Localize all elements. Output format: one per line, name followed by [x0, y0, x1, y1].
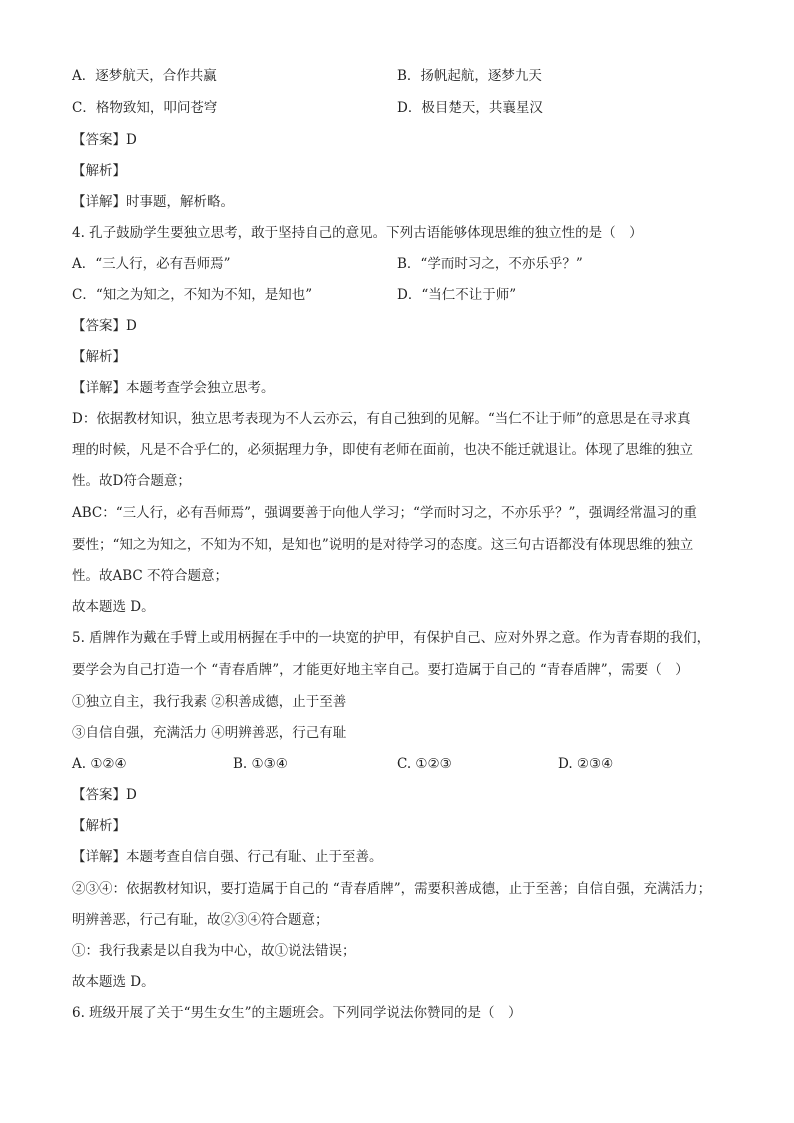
q4-detail-line: 要性；“知之为知之，不知为不知，是知也”说明的是对待学习的态度。这三句古语都没有体现思维的独立	[72, 537, 694, 553]
q4-option-a: A．“三人行，必有吾师焉”	[72, 256, 231, 272]
q4-option-d: D．“当仁不让于师”	[397, 287, 517, 303]
q4-detail-line: 故本题选 D。	[72, 599, 155, 615]
q4-option-b: B．“学而时习之，不亦乐乎？”	[397, 256, 583, 272]
q3-option-a: A．逐梦航天，合作共赢	[72, 68, 217, 84]
q4-detail-line: 性。故ABC 不符合题意；	[72, 568, 229, 584]
q5-detail-line: 故本题选 D。	[72, 974, 155, 990]
q4-answer: 【答案】D	[72, 318, 137, 334]
q3-option-d: D．极目楚天，共襄星汉	[397, 100, 543, 116]
q4-detail-line: ABC：“三人行，必有吾师焉”，强调要善于向他人学习；“学而时习之，不亦乐乎？”，强调经常温习的重	[72, 505, 697, 521]
q4-detail-line: 【详解】本题考查学会独立思考。	[72, 380, 275, 396]
q5-option-d: D. ②③④	[558, 756, 614, 772]
q4-detail-line: 性。故D符合题意；	[72, 473, 191, 489]
q4-stem: 4. 孔子鼓励学生要独立思考，敢于坚持自己的意见。下列古语能够体现思维的独立性的是（ ）	[72, 225, 643, 241]
q4-detail-line: 理的时候，凡是不合乎仁的，必须据理力争，即使有老师在面前，也决不能迁就退让。体现了思维的独立	[72, 442, 693, 458]
q5-detail-line: 明辨善恶，行己有耻，故②③④符合题意；	[72, 912, 329, 928]
q3-answer: 【答案】D	[72, 132, 137, 148]
q5-analysis-heading: 【解析】	[72, 818, 126, 834]
q3-analysis-heading: 【解析】	[72, 163, 126, 179]
q5-detail-line: 【详解】本题考查自信自强、行己有耻、止于至善。	[72, 849, 383, 865]
q5-detail-line: ②③④：依据教材知识，要打造属于自己的 “青春盾牌”，需要积善成德，止于至善；自信自强，充满活力；	[72, 881, 712, 897]
q4-option-c: C．“知之为知之，不知为不知，是知也”	[72, 287, 313, 303]
q4-analysis-heading: 【解析】	[72, 349, 126, 365]
q5-answer: 【答案】D	[72, 787, 137, 803]
q3-detail: 【详解】时事题，解析略。	[72, 194, 234, 210]
q5-option-a: A. ①②④	[72, 756, 127, 772]
q5-detail-line: ①：我行我素是以自我为中心，故①说法错误；	[72, 943, 356, 959]
q5-stem-line: 要学会为自己打造一个 “青春盾牌”，才能更好地主宰自己。要打造属于自己的 “青春盾牌”，需要（ ）	[72, 662, 689, 678]
q5-items-line: ①独立自主，我行我素 ②积善成德，止于至善	[72, 694, 347, 710]
q5-items-line: ③自信自强，充满活力 ④明辨善恶，行己有耻	[72, 725, 347, 741]
q5-option-b: B. ①③④	[233, 756, 288, 772]
q4-detail-line: D：依据教材知识，独立思考表现为不人云亦云，有自己独到的见解。“当仁不让于师”的意思是在寻求真	[72, 411, 691, 427]
q5-stem-line: 5. 盾牌作为戴在手臂上或用柄握在手中的一块宽的护甲，有保护自己、应对外界之意。作为青春期的我们，	[72, 630, 711, 646]
q5-option-c: C. ①②③	[397, 756, 452, 772]
q3-option-b: B．扬帆起航，逐梦九天	[397, 68, 542, 84]
q3-option-c: C．格物致知，叩问苍穹	[72, 100, 218, 116]
q6-stem: 6. 班级开展了关于“男生女生”的主题班会。下列同学说法你赞同的是（ ）	[72, 1005, 522, 1021]
